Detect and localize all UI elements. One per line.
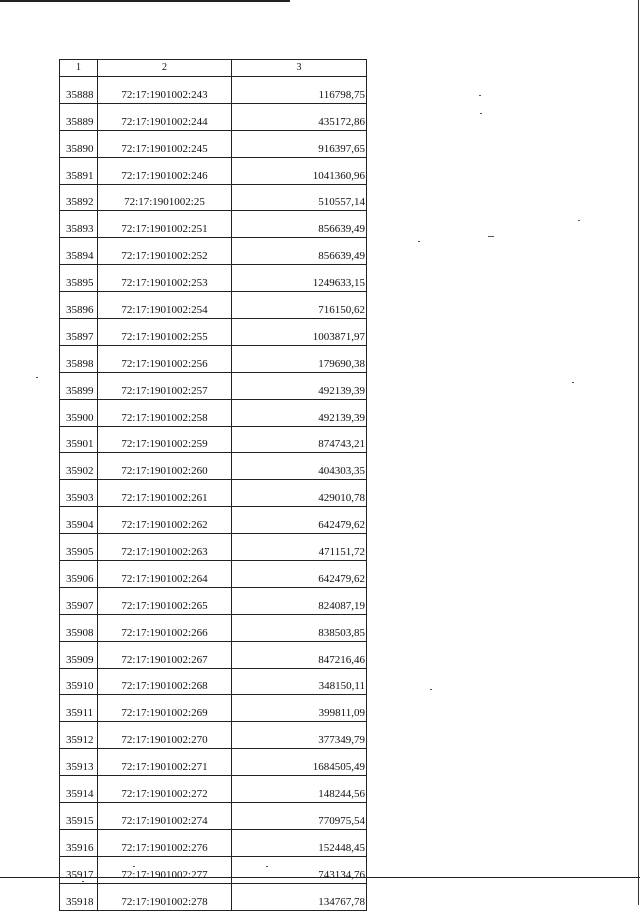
cadastral-number: 72:17:1901002:270 xyxy=(98,722,232,749)
table-row xyxy=(60,157,367,184)
table-row xyxy=(60,722,367,749)
row-value: 1041360,96 xyxy=(232,157,367,184)
cadastral-number: 72:17:1901002:269 xyxy=(98,695,232,722)
table-row xyxy=(60,292,367,319)
row-value: 471151,72 xyxy=(232,534,367,561)
table-row xyxy=(60,776,367,803)
scan-speck xyxy=(82,881,84,882)
row-value: 916397,65 xyxy=(232,130,367,157)
row-value: 874743,21 xyxy=(232,426,367,453)
row-value: 348150,11 xyxy=(232,668,367,695)
row-number: 35890 xyxy=(60,130,98,157)
row-number: 35889 xyxy=(60,103,98,130)
row-number: 35896 xyxy=(60,292,98,319)
table-row xyxy=(60,883,367,910)
cadastral-number: 72:17:1901002:254 xyxy=(98,292,232,319)
row-number: 35913 xyxy=(60,749,98,776)
cadastral-number: 72:17:1901002:276 xyxy=(98,829,232,856)
table-row xyxy=(60,345,367,372)
table-row xyxy=(60,803,367,830)
table-row xyxy=(60,399,367,426)
table-row xyxy=(60,534,367,561)
row-value: 743134,76 xyxy=(232,856,367,883)
table-row xyxy=(60,561,367,588)
row-number: 35916 xyxy=(60,829,98,856)
scan-speck xyxy=(480,113,482,114)
row-value: 642479,62 xyxy=(232,561,367,588)
row-number: 35899 xyxy=(60,372,98,399)
table-row xyxy=(60,130,367,157)
table-row xyxy=(60,184,367,211)
cadastral-number: 72:17:1901002:258 xyxy=(98,399,232,426)
table-row xyxy=(60,77,367,104)
row-number: 35907 xyxy=(60,587,98,614)
row-number: 35904 xyxy=(60,507,98,534)
table-row xyxy=(60,319,367,346)
row-value: 377349,79 xyxy=(232,722,367,749)
row-number: 35895 xyxy=(60,265,98,292)
table-row xyxy=(60,749,367,776)
scan-speck xyxy=(479,95,481,96)
row-value: 134767,78 xyxy=(232,883,367,910)
row-value: 1684505,49 xyxy=(232,749,367,776)
cadastral-number: 72:17:1901002:253 xyxy=(98,265,232,292)
cadastral-number: 72:17:1901002:277 xyxy=(98,856,232,883)
scan-speck xyxy=(488,236,494,237)
cadastral-number: 72:17:1901002:271 xyxy=(98,749,232,776)
cadastral-number: 72:17:1901002:262 xyxy=(98,507,232,534)
row-number: 35894 xyxy=(60,238,98,265)
row-number: 35898 xyxy=(60,345,98,372)
cadastral-number: 72:17:1901002:252 xyxy=(98,238,232,265)
cadastral-number: 72:17:1901002:257 xyxy=(98,372,232,399)
row-number: 35888 xyxy=(60,77,98,104)
row-value: 856639,49 xyxy=(232,238,367,265)
row-number: 35912 xyxy=(60,722,98,749)
row-value: 770975,54 xyxy=(232,803,367,830)
row-number: 35903 xyxy=(60,480,98,507)
cadastral-number: 72:17:1901002:260 xyxy=(98,453,232,480)
scan-speck xyxy=(133,866,135,867)
row-number: 35901 xyxy=(60,426,98,453)
row-value: 856639,49 xyxy=(232,211,367,238)
row-number: 35915 xyxy=(60,803,98,830)
row-value: 429010,78 xyxy=(232,480,367,507)
column-header-3: 3 xyxy=(232,60,367,77)
row-number: 35911 xyxy=(60,695,98,722)
table-row xyxy=(60,265,367,292)
table-row xyxy=(60,372,367,399)
row-number: 35902 xyxy=(60,453,98,480)
row-number: 35906 xyxy=(60,561,98,588)
cadastral-number: 72:17:1901002:263 xyxy=(98,534,232,561)
row-number: 35908 xyxy=(60,614,98,641)
table-row xyxy=(60,426,367,453)
cadastral-number: 72:17:1901002:261 xyxy=(98,480,232,507)
cadastral-number: 72:17:1901002:255 xyxy=(98,319,232,346)
row-value: 824087,19 xyxy=(232,587,367,614)
table-row xyxy=(60,453,367,480)
cadastral-number: 72:17:1901002:278 xyxy=(98,883,232,910)
table-row xyxy=(60,480,367,507)
table-row xyxy=(60,695,367,722)
header-row xyxy=(60,60,367,77)
top-rule xyxy=(0,0,290,2)
row-value: 404303,35 xyxy=(232,453,367,480)
cadastral-number: 72:17:1901002:25 xyxy=(98,184,232,211)
cadastral-number: 72:17:1901002:264 xyxy=(98,561,232,588)
cadastral-number: 72:17:1901002:244 xyxy=(98,103,232,130)
row-number: 35914 xyxy=(60,776,98,803)
row-value: 179690,38 xyxy=(232,345,367,372)
cadastral-number: 72:17:1901002:256 xyxy=(98,345,232,372)
cadastral-number: 72:17:1901002:267 xyxy=(98,641,232,668)
table-row xyxy=(60,211,367,238)
scan-speck xyxy=(430,689,432,690)
cadastral-number: 72:17:1901002:268 xyxy=(98,668,232,695)
row-value: 435172,86 xyxy=(232,103,367,130)
cadastral-number: 72:17:1901002:274 xyxy=(98,803,232,830)
scan-speck xyxy=(418,241,420,242)
table-row xyxy=(60,614,367,641)
row-value: 642479,62 xyxy=(232,507,367,534)
row-number: 35910 xyxy=(60,668,98,695)
table-body xyxy=(60,77,367,911)
row-number: 35893 xyxy=(60,211,98,238)
scan-speck xyxy=(36,377,38,378)
row-value: 492139,39 xyxy=(232,372,367,399)
column-header-1: 1 xyxy=(60,60,98,77)
row-value: 847216,46 xyxy=(232,641,367,668)
scan-speck xyxy=(572,382,574,383)
cadastral-number: 72:17:1901002:266 xyxy=(98,614,232,641)
row-number: 35892 xyxy=(60,184,98,211)
cadastral-number: 72:17:1901002:246 xyxy=(98,157,232,184)
row-value: 1003871,97 xyxy=(232,319,367,346)
row-value: 716150,62 xyxy=(232,292,367,319)
data-table xyxy=(59,59,367,911)
table-row xyxy=(60,641,367,668)
row-value: 838503,85 xyxy=(232,614,367,641)
row-value: 148244,56 xyxy=(232,776,367,803)
cadastral-number: 72:17:1901002:272 xyxy=(98,776,232,803)
table-row xyxy=(60,829,367,856)
row-number: 35909 xyxy=(60,641,98,668)
scan-speck xyxy=(578,220,580,221)
table-row xyxy=(60,238,367,265)
row-value: 152448,45 xyxy=(232,829,367,856)
row-value: 510557,14 xyxy=(232,184,367,211)
table-row xyxy=(60,856,367,883)
scan-speck xyxy=(266,866,268,867)
table-row xyxy=(60,103,367,130)
cadastral-number: 72:17:1901002:251 xyxy=(98,211,232,238)
row-number: 35900 xyxy=(60,399,98,426)
column-header-2: 2 xyxy=(98,60,232,77)
table-row xyxy=(60,507,367,534)
cadastral-number: 72:17:1901002:265 xyxy=(98,587,232,614)
cadastral-number: 72:17:1901002:259 xyxy=(98,426,232,453)
table-row xyxy=(60,668,367,695)
row-value: 399811,09 xyxy=(232,695,367,722)
row-value: 1249633,15 xyxy=(232,265,367,292)
cadastral-number: 72:17:1901002:245 xyxy=(98,130,232,157)
table-row xyxy=(60,587,367,614)
row-number: 35905 xyxy=(60,534,98,561)
row-number: 35918 xyxy=(60,883,98,910)
row-value: 116798,75 xyxy=(232,77,367,104)
row-number: 35917 xyxy=(60,856,98,883)
cadastral-number: 72:17:1901002:243 xyxy=(98,77,232,104)
row-number: 35891 xyxy=(60,157,98,184)
row-value: 492139,39 xyxy=(232,399,367,426)
row-number: 35897 xyxy=(60,319,98,346)
page-edge xyxy=(638,0,639,905)
